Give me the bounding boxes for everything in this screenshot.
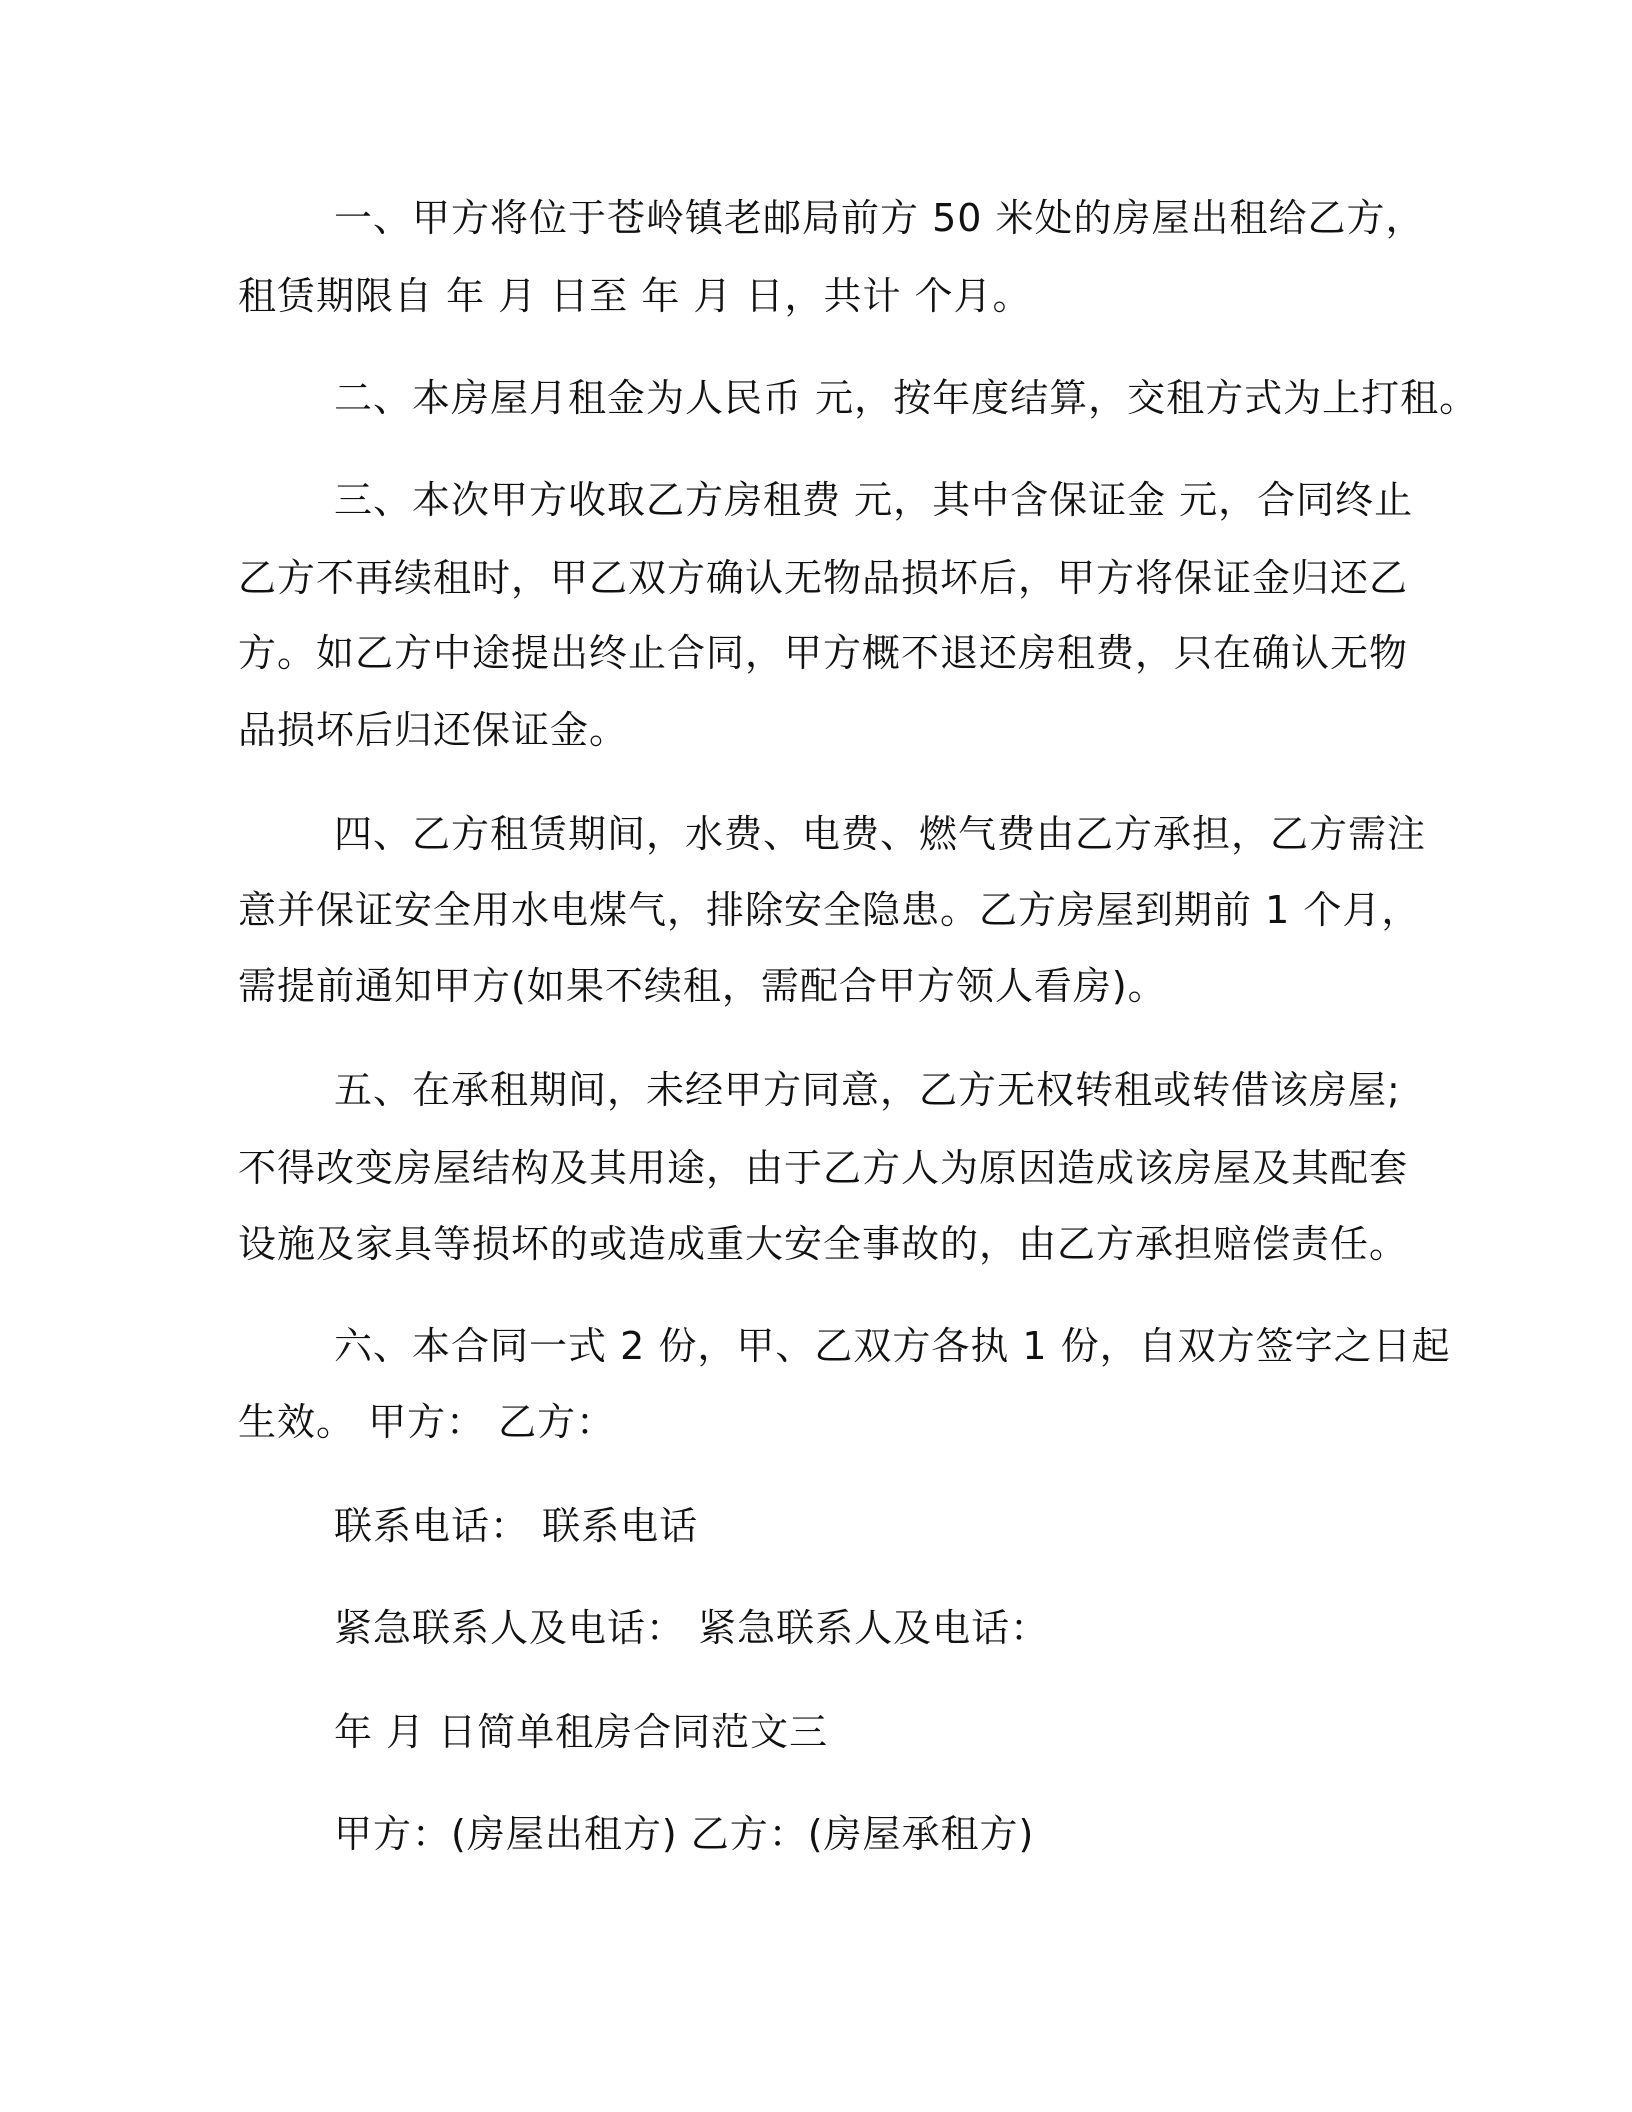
paragraph-1-line-2: 租赁期限自 年 月 日至 年 月 日，共计 个月。: [238, 274, 1032, 318]
paragraph-5-line-1: 五、在承租期间，未经甲方同意，乙方无权转租或转借该房屋;: [334, 1068, 1401, 1112]
emergency-contact-line: 紧急联系人及电话： 紧急联系人及电话：: [334, 1606, 1050, 1650]
paragraph-6-line-2: 生效。 甲方： 乙方：: [238, 1400, 616, 1444]
paragraph-1-line-1: 一、甲方将位于苍岭镇老邮局前方 50 米处的房屋出租给乙方，: [334, 196, 1425, 240]
paragraph-6-line-1: 六、本合同一式 2 份，甲、乙双方各执 1 份，自双方签字之日起: [334, 1324, 1451, 1368]
paragraph-5-line-3: 设施及家具等损坏的或造成重大安全事故的，由乙方承担赔偿责任。: [238, 1222, 1409, 1266]
paragraph-5-line-2: 不得改变房屋结构及其用途，由于乙方人为原因造成该房屋及其配套: [238, 1146, 1409, 1190]
paragraph-4-line-3: 需提前通知甲方(如果不续租，需配合甲方领人看房)。: [238, 964, 1167, 1008]
paragraph-3-line-2: 乙方不再续租时，甲乙双方确认无物品损坏后，甲方将保证金归还乙: [238, 556, 1409, 600]
parties-line: 甲方：(房屋出租方) 乙方：(房屋承租方): [334, 1812, 1035, 1856]
paragraph-3-line-4: 品损坏后归还保证金。: [238, 708, 629, 752]
paragraph-3-line-1: 三、本次甲方收取乙方房租费 元，其中含保证金 元，合同终止: [334, 478, 1414, 522]
paragraph-2-line-1: 二、本房屋月租金为人民币 元，按年度结算，交租方式为上打租。: [334, 376, 1479, 420]
date-sample-title-line: 年 月 日简单租房合同范文三: [334, 1710, 829, 1754]
contact-phone-line: 联系电话： 联系电话: [334, 1504, 699, 1548]
paragraph-3-line-3: 方。如乙方中途提出终止合同，甲方概不退还房租费，只在确认无物: [238, 631, 1409, 675]
paragraph-4-line-1: 四、乙方租赁期间，水费、电费、燃气费由乙方承担，乙方需注: [334, 812, 1427, 856]
paragraph-4-line-2: 意并保证安全用水电煤气，排除安全隐患。乙方房屋到期前 1 个月，: [238, 888, 1421, 932]
